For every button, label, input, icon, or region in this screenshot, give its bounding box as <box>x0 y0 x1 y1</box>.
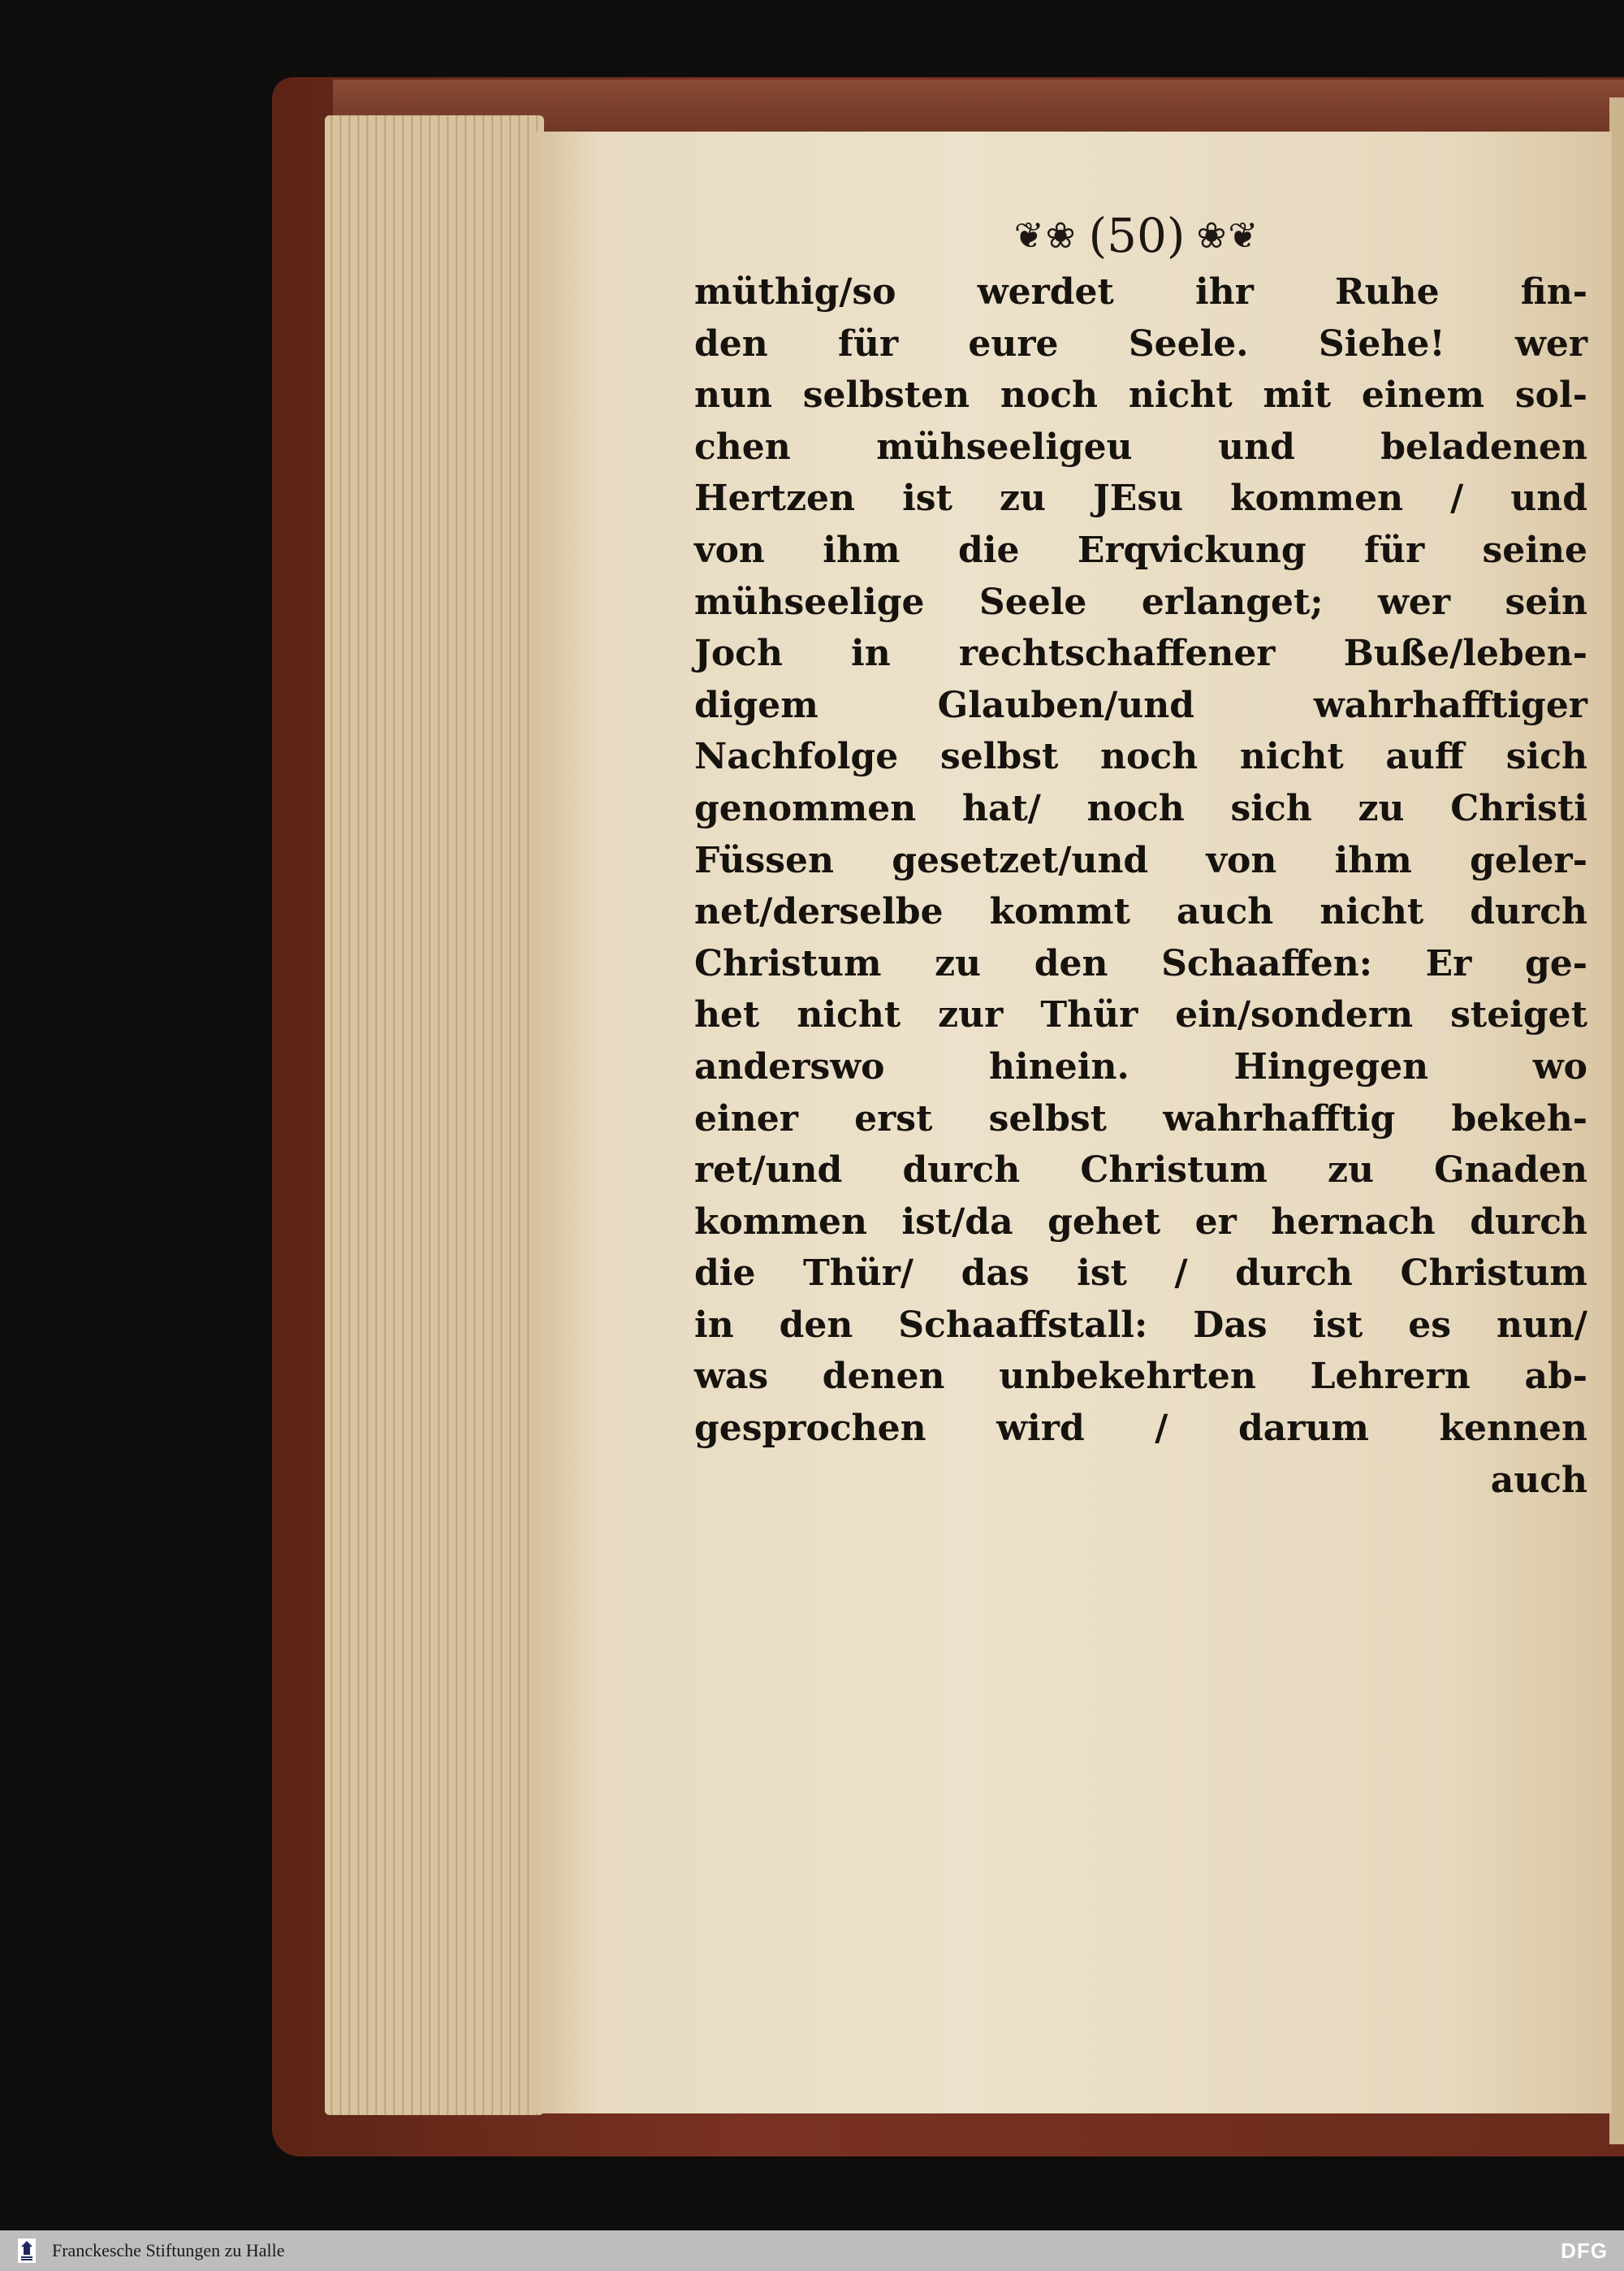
text-line: net/derselbe kommt auch nicht durch <box>694 891 1587 933</box>
text-line: ret/und durch Christum zu Gnaden <box>694 1149 1587 1192</box>
text-line: het nicht zur Thür ein/sondern steiget <box>694 994 1587 1036</box>
text-line: Nachfolge selbst noch nicht auff sich <box>694 736 1587 778</box>
text-line: anderswo hinein. Hingegen wo <box>694 1045 1587 1088</box>
text-line: Hertzen ist zu JEsu kommen / und <box>694 478 1587 520</box>
page-text <box>694 266 1587 1506</box>
text-line: Füssen gesetzet/und von ihm geler- <box>694 839 1587 881</box>
left-ornament-icon: ❦❀ <box>1013 214 1078 257</box>
text-line: nun selbsten noch nicht mit einem sol- <box>694 374 1587 417</box>
institution-logo-icon <box>13 2235 41 2266</box>
catchword: auch <box>1490 1459 1587 1501</box>
dfg-badge: DFG <box>1561 2239 1608 2263</box>
text-line: einer erst selbst wahrhafftig bekeh- <box>694 1097 1587 1140</box>
text-line: die Thür/ das ist / durch Christum <box>694 1252 1587 1295</box>
text-line: Joch in rechtschaffener Buße/leben- <box>694 633 1587 675</box>
page-number: (50) <box>1088 208 1186 263</box>
institution-name: Franckesche Stiftungen zu Halle <box>52 2240 285 2260</box>
page-block-edges <box>325 115 544 2115</box>
text-line: was denen unbekehrten Lehrern ab- <box>694 1356 1587 1398</box>
viewer-footer <box>0 2230 1624 2271</box>
text-line: gesprochen wird / darum kennen <box>694 1408 1587 1450</box>
right-ornament-icon: ❀❦ <box>1196 214 1260 257</box>
text-line: kommen ist/da gehet er hernach durch <box>694 1200 1587 1243</box>
text-line: genommen hat/ noch sich zu Christi <box>694 787 1587 829</box>
text-line: digem Glauben/und wahrhafftiger <box>694 684 1587 726</box>
text-line: müthig/so werdet ihr Ruhe fin- <box>694 271 1587 313</box>
text-line: chen mühseeligeu und beladenen <box>694 426 1587 468</box>
text-line: in den Schaaffstall: Das ist es nun/ <box>694 1304 1587 1346</box>
text-line: Christum zu den Schaaffen: Er ge- <box>694 942 1587 984</box>
text-line: den für eure Seele. Siehe! wer <box>694 322 1587 365</box>
text-line: von ihm die Erqvickung für seine <box>694 529 1587 571</box>
text-line: mühseelige Seele erlanget; wer sein <box>694 581 1587 623</box>
page-header <box>958 199 1315 272</box>
